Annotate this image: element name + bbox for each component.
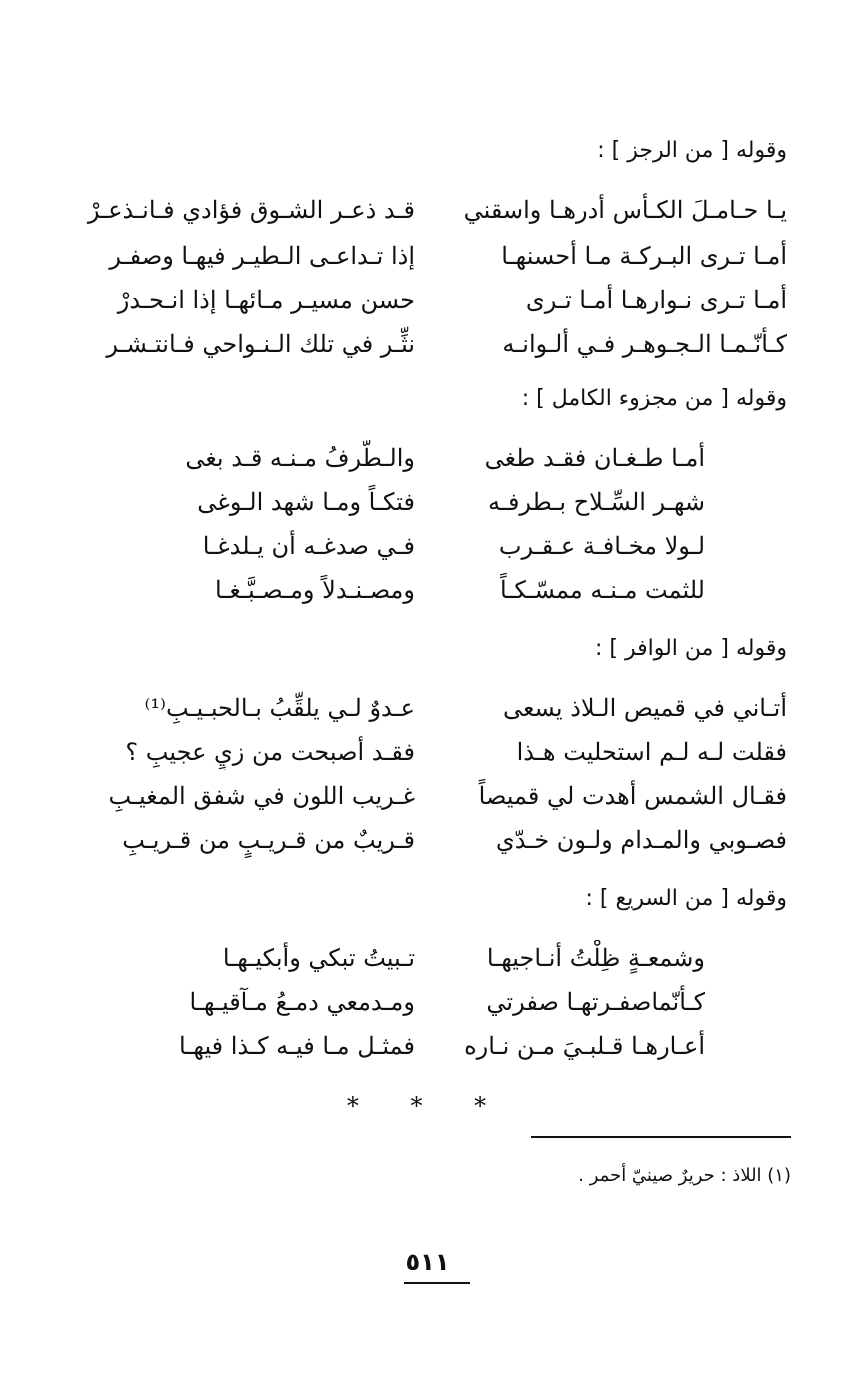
verse-first-hemistich: شهـر السِّـلاح بـطرفـه	[488, 488, 705, 516]
verse-row	[0, 484, 855, 524]
section-heading: وقوله [ من الوافر ] :	[594, 636, 787, 661]
verse-second-hemistich: ومصـنـدلاً ومـصـبَّـغـا	[215, 576, 415, 604]
verse-first-hemistich: وشمعـةٍ ظِلْتُ أنـاجيهـا	[486, 944, 705, 972]
verse-first-hemistich: للثمت مـنـه ممسّـكـاً	[500, 576, 705, 604]
verse-row	[0, 440, 855, 480]
verse-row	[0, 984, 855, 1024]
verse-row	[0, 690, 855, 730]
verse-second-hemistich: عـدوٌ لـي يلقِّبُ بـالحبـيـبِ⁽¹⁾	[144, 694, 415, 722]
section-heading: وقوله [ من مجزوء الكامل ] :	[521, 386, 787, 411]
verse-second-hemistich: ومـدمعي دمـعُ مـآقيـهـا	[189, 988, 415, 1016]
verse-first-hemistich: فقـال الشمس أهدت لي قميصاً	[478, 782, 787, 810]
verse-row	[0, 326, 855, 366]
verse-second-hemistich: فـي صدغـه أن يـلدغـا	[202, 532, 415, 560]
verse-second-hemistich: حسن مسيـر مـائهـا إذا انـحـدرْ	[117, 286, 415, 314]
verse-row	[0, 238, 855, 278]
section-divider-stars: * * *	[346, 1092, 509, 1120]
verse-second-hemistich: إذا تـداعـى الـطيـر فيهـا وصفـر	[109, 242, 415, 270]
verse-second-hemistich: قـد ذعـر الشـوق فؤادي فـانـذعـرْ	[87, 196, 415, 224]
verse-row	[0, 282, 855, 322]
verse-first-hemistich: فصـوبي والمـدام ولـون خـدّي	[495, 826, 787, 854]
verse-first-hemistich: فقلت لـه لـم استحليت هـذا	[516, 738, 787, 766]
section-heading: وقوله [ من الرجز ] :	[597, 138, 787, 163]
verse-row	[0, 1028, 855, 1068]
page-number: ٥١١	[405, 1248, 450, 1276]
verse-second-hemistich: تـبيتُ تبكي وأبكيـهـا	[222, 944, 415, 972]
verse-second-hemistich: قـريبٌ من قـريـبٍ من قـريـبِ	[122, 826, 415, 854]
verse-second-hemistich: فتكـاً ومـا شهد الـوغى	[197, 488, 415, 516]
footnote-divider	[531, 1136, 791, 1138]
verse-first-hemistich: يـا حـامـلَ الكـأس أدرهـا واسقني	[463, 196, 787, 224]
verse-second-hemistich: نثِّـر في تلك الـنـواحي فـانتـشـر	[106, 330, 415, 358]
verse-second-hemistich: والـطَّرفُ مـنـه قـد بغى	[185, 444, 415, 472]
verse-second-hemistich: فمثـل مـا فيـه كـذا فيهـا	[179, 1032, 415, 1060]
section-heading: وقوله [ من السريع ] :	[585, 886, 787, 911]
verse-first-hemistich: أتـاني في قميص الـلاذ يسعى	[502, 694, 787, 722]
verse-row	[0, 778, 855, 818]
verse-first-hemistich: لـولا مخـافـة عـقـرب	[498, 532, 705, 560]
verse-row	[0, 822, 855, 862]
verse-second-hemistich: غـريب اللون في شفق المغيـبِ	[108, 782, 415, 810]
verse-row	[0, 528, 855, 568]
verse-first-hemistich: أمـا تـرى البـركـة مـا أحسنهـا	[501, 242, 787, 270]
page-number-underline	[404, 1282, 470, 1284]
verse-second-hemistich: فقـد أصبحت من زيٍ عجيبِ ؟	[125, 738, 415, 766]
footnote: (١) اللاذ : حريرٌ صينيّ أحمر .	[578, 1165, 791, 1186]
verse-first-hemistich: كـأنّـمـا الـجـوهـر فـي ألـوانـه	[502, 330, 787, 358]
verse-row	[0, 734, 855, 774]
verse-row	[0, 572, 855, 612]
verse-row	[0, 940, 855, 980]
verse-first-hemistich: أمـا طـغـان فقـد طغى	[484, 444, 705, 472]
verse-first-hemistich: كـأنّماصفـرتهـا صفرتي	[486, 988, 705, 1016]
verse-row	[0, 192, 855, 232]
verse-first-hemistich: أمـا تـرى نـوارهـا أمـا تـرى	[525, 286, 787, 314]
verse-first-hemistich: أعـارهـا قـلبـيَ مـن نـاره	[464, 1032, 705, 1060]
